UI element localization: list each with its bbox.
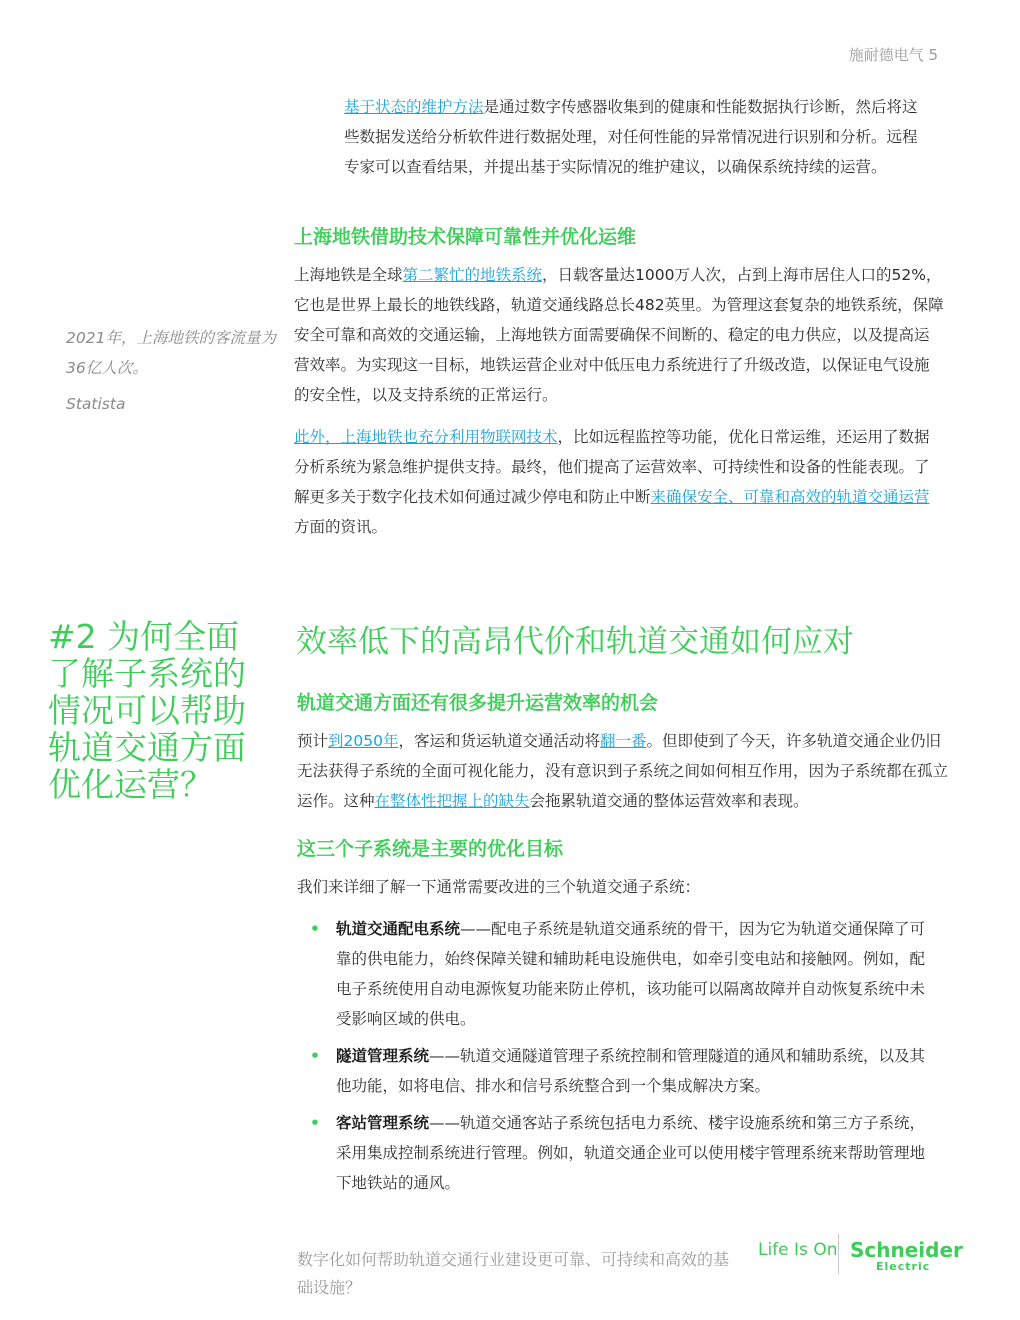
bullet-text: ——轨道交通客站子系统包括电力系统、楼宇设施系统和第三方子系统，采用集成控制系统进行管理。例如，轨道交通企业可以使用楼宇管理系统来帮助管理地下地铁站的通风。 <box>336 1114 926 1192</box>
section-heading-shanghai: 上海地铁借助技术保障可靠性并优化运维 <box>294 226 637 248</box>
list-item <box>310 1108 940 1198</box>
s2-p1-mid2: 。但即使到了今天，许多轨道交通企业仍旧无法获得子系统的全面可视化能力，没有意识到子系统之间如何相互作用，因为子系统都在孤立运作。这种 <box>297 732 949 810</box>
by-2050-link[interactable]: 到2050年 <box>328 732 399 750</box>
p2-mid: ，比如远程监控等功能，优化日常运维，还运用了数据分析系统为紧急维护提供支持。最终，他们提高了运营效率、可持续性和设备的性能表现。了解更多关于数字化技术如何通过减少停电和防止中断 <box>294 428 930 506</box>
section2-title: 效率低下的高昂代价和轨道交通如何应对 <box>296 624 854 660</box>
bullet-term: 轨道交通配电系统 <box>336 920 461 938</box>
bullet-text: ——配电子系统是轨道交通系统的骨干，因为它为轨道交通保障了可靠的供电能力，始终保障关键和辅助耗电设施供电，如牵引变电站和接触网。例如，配电子系统使用自动电源恢复功能来防止停机，该功能可以隔离故障并自动恢复系统中未受影响区域的供电。 <box>336 920 926 1028</box>
holistic-gap-link[interactable]: 在整体性把握上的缺失 <box>374 792 530 810</box>
p2-post: 方面的资讯。 <box>294 518 388 536</box>
bullet-icon: • <box>310 920 320 938</box>
list-item <box>310 914 940 1034</box>
shanghai-paragraph-1 <box>294 260 944 410</box>
section2-side-title: #2 为何全面了解子系统的情况可以帮助轨道交通方面优化运营？ <box>48 617 246 804</box>
subsystems-list <box>310 914 940 1205</box>
intro-paragraph <box>344 92 932 182</box>
bullet-icon: • <box>310 1047 320 1065</box>
s2-p1-post: 会拖累轨道交通的整体运营效率和表现。 <box>529 792 809 810</box>
sidebar-quote: 2021年，上海地铁的客流量为36亿人次。 <box>66 329 276 377</box>
double-link[interactable]: 翻一番 <box>599 732 647 750</box>
list-item <box>310 1041 940 1101</box>
shanghai-paragraph-2 <box>294 422 944 542</box>
efficiency-paragraph <box>297 726 949 816</box>
page-header: 施耐德电气 5 <box>848 46 938 64</box>
safe-reliable-efficient-link[interactable]: 来确保安全、可靠和高效的轨道交通运营 <box>650 488 930 506</box>
subsystems-intro: 我们来详细了解一下通常需要改进的三个轨道交通子系统： <box>297 878 701 896</box>
busiest-metro-link[interactable]: 第二繁忙的地铁系统 <box>402 266 543 284</box>
p1-post: ，日载客量达1000万人次，占到上海市居住人口的52%，它也是世界上最长的地铁线路，轨道交通线路总长482英里。为管理这套复杂的地铁系统，保障安全可靠和高效的交通运输，上海地铁方面需要确保不间断的、稳定的电力供应，以及提高运营效率。为实现这一目标，地铁运营企业对中低压电力系统进行了升级改造，以保证电气设施的安全性，以及支持系统的正常运行。 <box>294 266 944 404</box>
bullet-text: ——轨道交通隧道管理子系统控制和管理隧道的通风和辅助系统，以及其他功能，如将电信、排水和信号系统整合到一个集成解决方案。 <box>336 1047 926 1095</box>
intro-text: 是通过数字传感器收集到的健康和性能数据执行诊断，然后将这些数据发送给分析软件进行数据处理，对任何性能的异常情况进行识别和分析。远程专家可以查看结果，并提出基于实际情况的维护建议，以确保系统持续的运营。 <box>344 98 918 176</box>
bullet-icon: • <box>310 1114 320 1132</box>
condition-based-maintenance-link[interactable]: 基于状态的维护方法 <box>344 98 484 116</box>
s2-p1-pre: 预计 <box>297 732 329 750</box>
schneider-wordmark: Schneider <box>850 1238 963 1262</box>
s2-p1-mid1: ，客运和货运轨道交通活动将 <box>398 732 600 750</box>
iot-technology-link[interactable]: 此外，上海地铁也充分利用物联网技术 <box>294 428 558 446</box>
schneider-logo <box>850 1240 963 1273</box>
sidebar-source: Statista <box>66 395 126 413</box>
p1-pre: 上海地铁是全球 <box>294 266 403 284</box>
footer-title: 数字化如何帮助轨道交通行业建设更可靠、可持续和高效的基础设施？ <box>297 1250 730 1297</box>
three-subsystems-heading: 这三个子系统是主要的优化目标 <box>297 838 564 860</box>
bullet-term: 客站管理系统 <box>336 1114 430 1132</box>
bullet-term: 隧道管理系统 <box>336 1047 430 1065</box>
opportunity-heading: 轨道交通方面还有很多提升运营效率的机会 <box>297 692 659 714</box>
life-is-on-logo: Life Is On <box>758 1240 838 1260</box>
logo-divider <box>838 1234 839 1274</box>
electric-wordmark: Electric <box>876 1260 931 1273</box>
